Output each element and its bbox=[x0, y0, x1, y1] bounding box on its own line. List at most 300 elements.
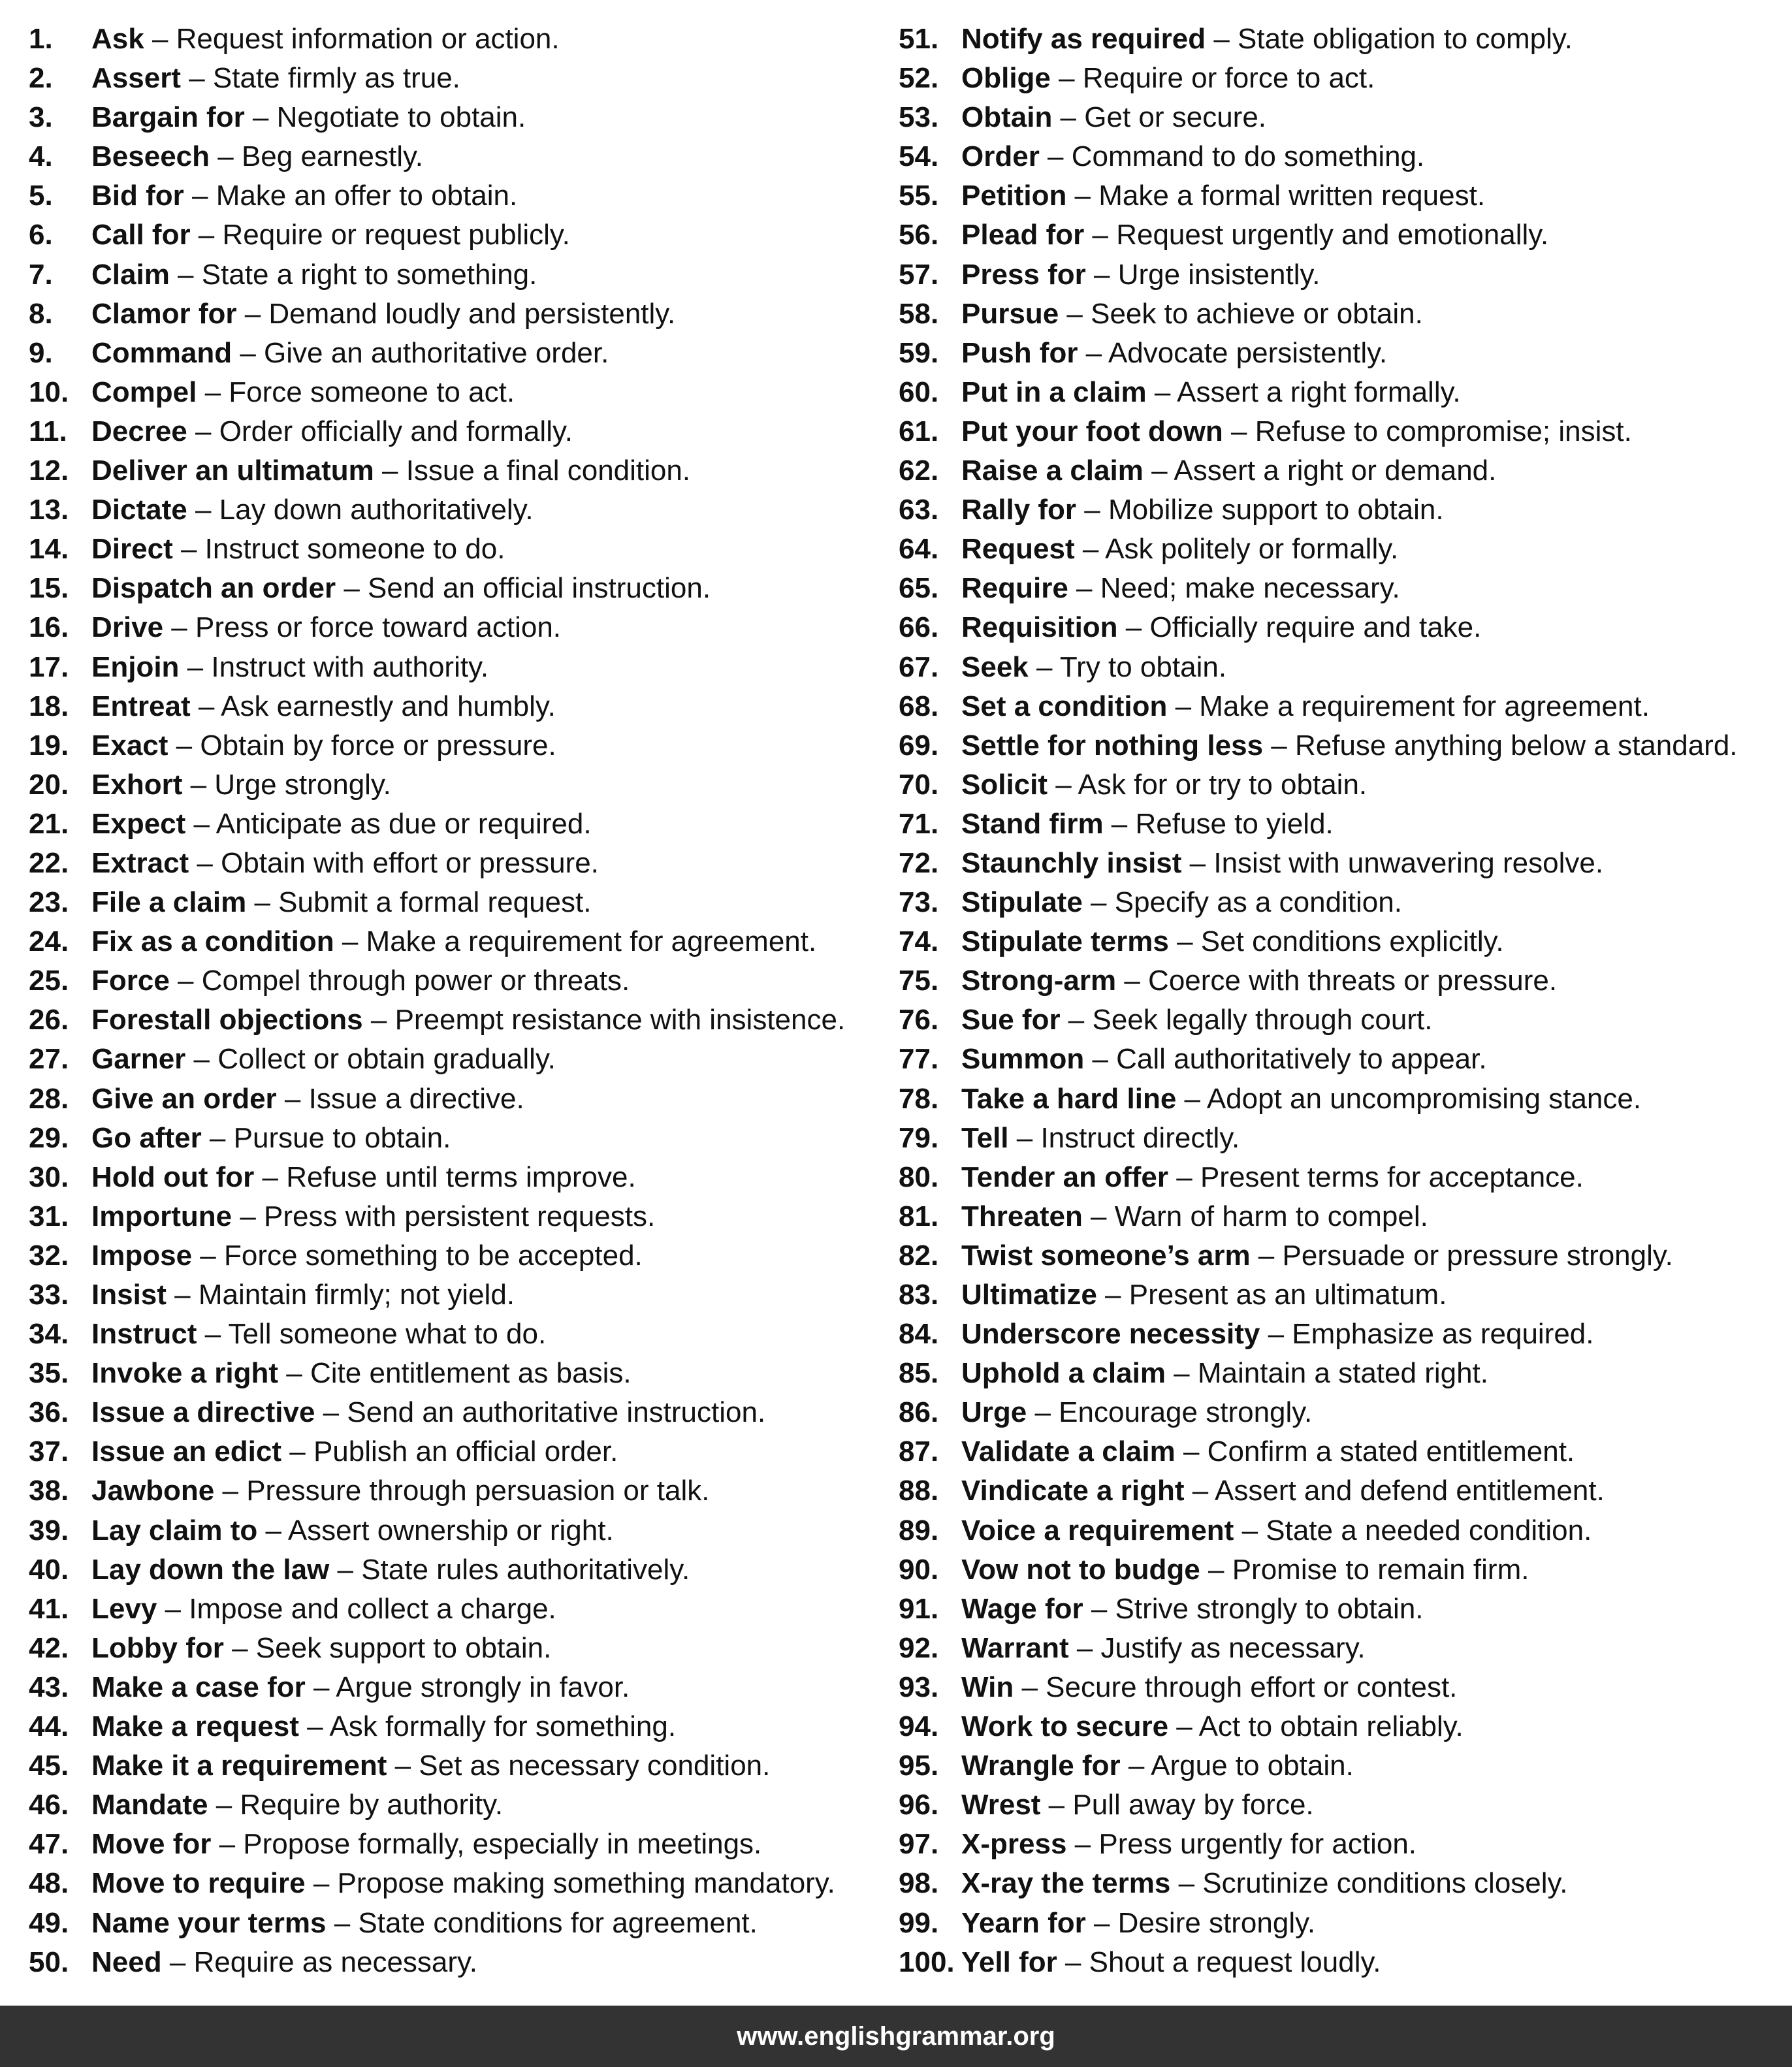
item-number: 43. bbox=[29, 1671, 69, 1703]
item-term: Call for bbox=[91, 219, 191, 251]
item-number: 39. bbox=[29, 1514, 69, 1546]
item-definition: Advocate persistently. bbox=[1108, 336, 1388, 369]
item-number: 67. bbox=[899, 650, 939, 683]
item-definition: Cite entitlement as basis. bbox=[310, 1357, 632, 1390]
item-definition: Call authoritatively to appear. bbox=[1116, 1043, 1487, 1076]
item-term: Wage for bbox=[961, 1592, 1083, 1625]
item-definition: Strive strongly to obtain. bbox=[1115, 1592, 1424, 1625]
item-definition: Assert and defend entitlement. bbox=[1215, 1475, 1605, 1507]
item-term: Garner bbox=[91, 1043, 186, 1076]
list-item bbox=[29, 1236, 845, 1275]
list-item bbox=[29, 451, 845, 490]
item-number: 17. bbox=[29, 650, 69, 683]
item-definition: Propose formally, especially in meetings. bbox=[243, 1828, 762, 1861]
item-number: 84. bbox=[899, 1318, 939, 1351]
item-separator: – bbox=[190, 219, 223, 251]
item-term: Drive bbox=[91, 611, 164, 644]
list-item bbox=[29, 1668, 845, 1707]
item-term: Put in a claim bbox=[961, 376, 1147, 408]
item-term: Solicit bbox=[961, 768, 1048, 801]
item-number: 38. bbox=[29, 1475, 69, 1507]
item-number: 36. bbox=[29, 1396, 69, 1429]
list-item bbox=[29, 961, 845, 1001]
item-term: Fix as a condition bbox=[91, 925, 334, 958]
item-term: Voice a requirement bbox=[961, 1514, 1234, 1546]
item-number: 18. bbox=[29, 690, 69, 722]
item-number: 41. bbox=[29, 1592, 69, 1625]
list-item bbox=[899, 1197, 1738, 1236]
item-definition: Argue to obtain. bbox=[1151, 1750, 1354, 1782]
item-number: 97. bbox=[899, 1828, 939, 1861]
item-separator: – bbox=[1168, 1161, 1200, 1193]
item-definition: Send an official instruction. bbox=[368, 572, 711, 605]
list-item bbox=[29, 765, 845, 805]
item-separator: – bbox=[166, 1279, 199, 1311]
item-definition: Compel through power or threats. bbox=[201, 965, 630, 997]
item-number: 70. bbox=[899, 768, 939, 801]
item-definition: Coerce with threats or pressure. bbox=[1148, 965, 1558, 997]
item-number: 96. bbox=[899, 1789, 939, 1821]
list-item bbox=[29, 1904, 845, 1943]
list-item bbox=[899, 20, 1738, 59]
item-number: 12. bbox=[29, 455, 69, 487]
item-number: 32. bbox=[29, 1239, 69, 1272]
list-item bbox=[899, 1080, 1738, 1119]
item-separator: – bbox=[1078, 336, 1108, 369]
item-term: Yearn for bbox=[961, 1906, 1086, 1939]
item-number: 47. bbox=[29, 1828, 69, 1861]
item-definition: Instruct directly. bbox=[1040, 1121, 1240, 1154]
item-term: Plead for bbox=[961, 219, 1085, 251]
list-item bbox=[899, 1471, 1738, 1511]
item-term: Clamor for bbox=[91, 297, 237, 330]
item-definition: Refuse to compromise; insist. bbox=[1255, 415, 1632, 447]
list-item bbox=[899, 1275, 1738, 1315]
item-definition: Press urgently for action. bbox=[1098, 1828, 1417, 1861]
item-number: 61. bbox=[899, 415, 939, 447]
item-number: 52. bbox=[899, 62, 939, 95]
item-number: 53. bbox=[899, 101, 939, 134]
item-term: Order bbox=[961, 140, 1040, 173]
item-term: Staunchly insist bbox=[961, 846, 1182, 879]
item-separator: – bbox=[1076, 494, 1108, 526]
list-item bbox=[899, 1943, 1738, 1982]
list-item bbox=[29, 922, 845, 961]
item-definition: Impose and collect a charge. bbox=[189, 1592, 556, 1625]
item-term: Lay claim to bbox=[91, 1514, 258, 1546]
item-term: Command bbox=[91, 336, 232, 369]
item-term: Rally for bbox=[961, 494, 1077, 526]
item-definition: Ask earnestly and humbly. bbox=[221, 690, 556, 722]
item-term: Levy bbox=[91, 1592, 157, 1625]
list-item bbox=[29, 1511, 845, 1550]
item-separator: – bbox=[187, 494, 219, 526]
item-definition: Give an authoritative order. bbox=[264, 336, 609, 369]
item-term: Beseech bbox=[91, 140, 210, 173]
item-term: Obtain bbox=[961, 101, 1053, 134]
item-definition: State obligation to comply. bbox=[1238, 23, 1573, 55]
list-item bbox=[29, 216, 845, 255]
item-number: 62. bbox=[899, 455, 939, 487]
item-separator: – bbox=[246, 886, 279, 919]
list-item bbox=[899, 176, 1738, 216]
list-item bbox=[29, 1471, 845, 1511]
item-number: 55. bbox=[899, 180, 939, 212]
list-item bbox=[899, 648, 1738, 687]
item-separator: – bbox=[210, 140, 242, 173]
item-definition: Refuse until terms improve. bbox=[286, 1161, 636, 1193]
item-separator: – bbox=[1117, 611, 1150, 644]
item-term: Vow not to budge bbox=[961, 1553, 1200, 1586]
item-term: Wrest bbox=[961, 1789, 1041, 1821]
item-definition: Negotiate to obtain. bbox=[276, 101, 526, 134]
list-item bbox=[29, 1432, 845, 1471]
item-definition: Scrutinize conditions closely. bbox=[1202, 1867, 1568, 1900]
item-term: Compel bbox=[91, 376, 197, 408]
list-item bbox=[899, 137, 1738, 176]
item-definition: Submit a formal request. bbox=[278, 886, 592, 919]
item-separator: – bbox=[1176, 1082, 1207, 1115]
item-definition: State rules authoritatively. bbox=[361, 1553, 690, 1586]
item-number: 57. bbox=[899, 258, 939, 291]
item-term: Entreat bbox=[91, 690, 191, 722]
item-term: Lay down the law bbox=[91, 1553, 330, 1586]
item-definition: Issue a final condition. bbox=[406, 455, 691, 487]
item-number: 31. bbox=[29, 1200, 69, 1232]
item-term: Direct bbox=[91, 533, 173, 566]
item-term: Instruct bbox=[91, 1318, 197, 1351]
item-number: 91. bbox=[899, 1592, 939, 1625]
item-definition: Obtain with effort or pressure. bbox=[221, 846, 599, 879]
item-definition: Demand loudly and persistently. bbox=[268, 297, 676, 330]
item-number: 54. bbox=[899, 140, 939, 173]
list-item bbox=[899, 687, 1738, 726]
item-definition: Request information or action. bbox=[176, 23, 560, 55]
list-item bbox=[899, 569, 1738, 608]
item-definition: Force someone to act. bbox=[229, 376, 515, 408]
item-definition: Preempt resistance with insistence. bbox=[394, 1004, 846, 1036]
list-item bbox=[29, 1315, 845, 1354]
item-separator: – bbox=[1206, 23, 1238, 55]
item-number: 15. bbox=[29, 572, 69, 605]
item-definition: Emphasize as required. bbox=[1292, 1318, 1594, 1351]
item-number: 60. bbox=[899, 376, 939, 408]
item-term: Urge bbox=[961, 1396, 1027, 1429]
item-term: Summon bbox=[961, 1043, 1085, 1076]
item-separator: – bbox=[1082, 1200, 1115, 1232]
item-separator: – bbox=[257, 1514, 288, 1546]
item-definition: Need; make necessary. bbox=[1100, 572, 1400, 605]
item-definition: Get or secure. bbox=[1084, 101, 1267, 134]
item-number: 25. bbox=[29, 965, 69, 997]
item-number: 50. bbox=[29, 1946, 69, 1978]
item-definition: Assert a right formally. bbox=[1177, 376, 1461, 408]
item-number: 20. bbox=[29, 768, 69, 801]
item-definition: Require or force to act. bbox=[1082, 62, 1375, 95]
item-definition: Specify as a condition. bbox=[1114, 886, 1402, 919]
item-number: 42. bbox=[29, 1631, 69, 1664]
item-separator: – bbox=[214, 1475, 247, 1507]
item-separator: – bbox=[1170, 1867, 1203, 1900]
item-term: Move for bbox=[91, 1828, 212, 1861]
list-item bbox=[899, 1904, 1738, 1943]
item-separator: – bbox=[185, 1043, 218, 1076]
item-term: Extract bbox=[91, 846, 189, 879]
item-separator: – bbox=[254, 1161, 287, 1193]
item-term: Invoke a right bbox=[91, 1357, 279, 1390]
item-separator: – bbox=[1181, 846, 1214, 879]
item-separator: – bbox=[169, 965, 202, 997]
item-term: Name your terms bbox=[91, 1906, 327, 1939]
item-definition: Anticipate as due or required. bbox=[216, 807, 592, 840]
item-number: 49. bbox=[29, 1906, 69, 1939]
item-number: 85. bbox=[899, 1357, 939, 1390]
item-separator: – bbox=[184, 180, 216, 212]
item-separator: – bbox=[1200, 1553, 1232, 1586]
item-definition: Pressure through persuasion or talk. bbox=[246, 1475, 710, 1507]
item-definition: Send an authoritative instruction. bbox=[347, 1396, 766, 1429]
item-term: Yell for bbox=[961, 1946, 1057, 1978]
item-number: 98. bbox=[899, 1867, 939, 1900]
item-number: 4. bbox=[29, 140, 53, 173]
item-number: 35. bbox=[29, 1357, 69, 1390]
item-definition: Force something to be accepted. bbox=[223, 1239, 643, 1272]
list-item bbox=[29, 20, 845, 59]
item-definition: Seek support to obtain. bbox=[255, 1631, 552, 1664]
list-item bbox=[899, 608, 1738, 647]
item-number: 73. bbox=[899, 886, 939, 919]
item-separator: – bbox=[305, 1671, 336, 1703]
item-definition: Make a requirement for agreement. bbox=[366, 925, 817, 958]
item-number: 86. bbox=[899, 1396, 939, 1429]
item-definition: Argue strongly in favor. bbox=[336, 1671, 630, 1703]
item-term: Force bbox=[91, 965, 170, 997]
list-item bbox=[29, 1629, 845, 1668]
item-separator: – bbox=[305, 1867, 338, 1900]
item-term: Tell bbox=[961, 1121, 1009, 1154]
item-number: 21. bbox=[29, 807, 69, 840]
list-item bbox=[29, 1040, 845, 1079]
item-separator: – bbox=[1143, 455, 1174, 487]
list-item bbox=[29, 805, 845, 844]
list-item bbox=[29, 373, 845, 412]
item-separator: – bbox=[1223, 415, 1255, 447]
item-term: Underscore necessity bbox=[961, 1318, 1260, 1351]
item-number: 24. bbox=[29, 925, 69, 958]
word-list-column-left bbox=[29, 20, 845, 1982]
item-separator: – bbox=[1085, 1906, 1118, 1939]
item-definition: Tell someone what to do. bbox=[228, 1318, 547, 1351]
item-separator: – bbox=[197, 1318, 229, 1351]
list-item bbox=[29, 176, 845, 216]
item-separator: – bbox=[223, 1631, 256, 1664]
item-definition: Ask for or try to obtain. bbox=[1078, 768, 1368, 801]
item-term: Jawbone bbox=[91, 1475, 215, 1507]
item-definition: Urge strongly. bbox=[214, 768, 391, 801]
list-item bbox=[29, 1275, 845, 1315]
list-item bbox=[899, 1236, 1738, 1275]
item-separator: – bbox=[1168, 925, 1201, 958]
item-number: 69. bbox=[899, 729, 939, 761]
list-item bbox=[29, 137, 845, 176]
item-term: Enjoin bbox=[91, 650, 180, 683]
list-item bbox=[29, 1197, 845, 1236]
item-number: 46. bbox=[29, 1789, 69, 1821]
item-separator: – bbox=[1068, 1631, 1101, 1664]
item-definition: Set conditions explicitly. bbox=[1200, 925, 1504, 958]
item-separator: – bbox=[236, 297, 269, 330]
item-number: 94. bbox=[899, 1710, 939, 1743]
item-term: X-press bbox=[961, 1828, 1067, 1861]
item-separator: – bbox=[374, 455, 406, 487]
item-term: Dispatch an order bbox=[91, 572, 336, 605]
list-item bbox=[29, 255, 845, 295]
item-number: 16. bbox=[29, 611, 69, 644]
item-definition: Urge insistently. bbox=[1117, 258, 1320, 291]
list-item bbox=[29, 1158, 845, 1197]
item-number: 19. bbox=[29, 729, 69, 761]
item-separator: – bbox=[180, 62, 213, 95]
item-term: X-ray the terms bbox=[961, 1867, 1171, 1900]
item-number: 22. bbox=[29, 846, 69, 879]
item-separator: – bbox=[1120, 1750, 1151, 1782]
list-item bbox=[899, 216, 1738, 255]
list-item bbox=[899, 1040, 1738, 1079]
item-definition: Ask formally for something. bbox=[329, 1710, 677, 1743]
item-number: 79. bbox=[899, 1121, 939, 1154]
item-number: 9. bbox=[29, 336, 53, 369]
item-term: Stand firm bbox=[961, 807, 1104, 840]
item-separator: – bbox=[1068, 572, 1100, 605]
item-separator: – bbox=[1250, 1239, 1283, 1272]
list-item bbox=[899, 59, 1738, 98]
item-number: 81. bbox=[899, 1200, 939, 1232]
item-term: Insist bbox=[91, 1279, 167, 1311]
item-term: Raise a claim bbox=[961, 455, 1144, 487]
item-definition: State conditions for agreement. bbox=[358, 1906, 758, 1939]
item-number: 80. bbox=[899, 1161, 939, 1193]
list-item bbox=[899, 1315, 1738, 1354]
item-term: File a claim bbox=[91, 886, 247, 919]
item-separator: – bbox=[334, 925, 366, 958]
item-separator: – bbox=[1084, 1043, 1117, 1076]
item-definition: Confirm a stated entitlement. bbox=[1207, 1435, 1575, 1468]
item-term: Decree bbox=[91, 415, 187, 447]
list-item bbox=[29, 608, 845, 647]
list-item bbox=[29, 295, 845, 334]
item-term: Bid for bbox=[91, 180, 184, 212]
item-separator: – bbox=[172, 533, 205, 566]
item-number: 13. bbox=[29, 494, 69, 526]
item-number: 71. bbox=[899, 807, 939, 840]
list-item bbox=[899, 1001, 1738, 1040]
item-separator: – bbox=[1103, 807, 1136, 840]
item-number: 23. bbox=[29, 886, 69, 919]
item-separator: – bbox=[168, 729, 200, 761]
list-item bbox=[899, 451, 1738, 490]
item-term: Set a condition bbox=[961, 690, 1168, 722]
word-list-column-right bbox=[899, 20, 1738, 1982]
item-separator: – bbox=[1085, 258, 1118, 291]
item-separator: – bbox=[232, 1200, 264, 1232]
item-definition: Promise to remain firm. bbox=[1232, 1553, 1529, 1586]
item-number: 65. bbox=[899, 572, 939, 605]
item-definition: Require or request publicly. bbox=[222, 219, 570, 251]
item-separator: – bbox=[1027, 1396, 1059, 1429]
item-separator: – bbox=[179, 650, 212, 683]
item-separator: – bbox=[163, 611, 195, 644]
item-term: Assert bbox=[91, 62, 181, 95]
item-separator: – bbox=[1082, 886, 1115, 919]
item-definition: Justify as necessary. bbox=[1100, 1631, 1366, 1664]
item-definition: Mobilize support to obtain. bbox=[1108, 494, 1444, 526]
item-separator: – bbox=[1008, 1121, 1041, 1154]
item-definition: Publish an official order. bbox=[313, 1435, 618, 1468]
item-definition: Adopt an uncompromising stance. bbox=[1206, 1082, 1642, 1115]
item-term: Validate a claim bbox=[961, 1435, 1176, 1468]
list-item bbox=[899, 1354, 1738, 1393]
list-item bbox=[29, 1786, 845, 1825]
item-number: 90. bbox=[899, 1553, 939, 1586]
item-separator: – bbox=[298, 1710, 330, 1743]
footer-website-url[interactable]: www.englishgrammar.org bbox=[737, 2021, 1055, 2051]
item-term: Tender an offer bbox=[961, 1161, 1169, 1193]
item-definition: Request urgently and emotionally. bbox=[1116, 219, 1549, 251]
item-separator: – bbox=[278, 1357, 310, 1390]
item-separator: – bbox=[329, 1553, 362, 1586]
item-separator: – bbox=[1028, 650, 1060, 683]
item-number: 100. bbox=[899, 1946, 955, 1978]
item-number: 76. bbox=[899, 1004, 939, 1036]
item-term: Need bbox=[91, 1946, 162, 1978]
item-number: 28. bbox=[29, 1082, 69, 1115]
item-term: Petition bbox=[961, 180, 1067, 212]
item-definition: Obtain by force or pressure. bbox=[200, 729, 556, 761]
item-term: Importune bbox=[91, 1200, 232, 1232]
item-term: Strong-arm bbox=[961, 965, 1117, 997]
item-term: Stipulate bbox=[961, 886, 1083, 919]
item-term: Move to require bbox=[91, 1867, 306, 1900]
item-separator: – bbox=[211, 1828, 244, 1861]
item-term: Request bbox=[961, 533, 1075, 566]
list-item bbox=[899, 1864, 1738, 1903]
list-item bbox=[899, 765, 1738, 805]
list-item bbox=[899, 530, 1738, 569]
list-item bbox=[899, 1590, 1738, 1629]
item-number: 29. bbox=[29, 1121, 69, 1154]
list-item bbox=[899, 255, 1738, 295]
item-term: Ultimatize bbox=[961, 1279, 1097, 1311]
item-definition: State a needed condition. bbox=[1266, 1514, 1592, 1546]
item-definition: Assert a right or demand. bbox=[1174, 455, 1497, 487]
item-definition: Refuse anything below a standard. bbox=[1294, 729, 1738, 761]
list-item bbox=[29, 412, 845, 451]
item-term: Win bbox=[961, 1671, 1014, 1703]
item-separator: – bbox=[1260, 1318, 1292, 1351]
item-number: 14. bbox=[29, 533, 69, 566]
item-number: 59. bbox=[899, 336, 939, 369]
item-number: 83. bbox=[899, 1279, 939, 1311]
item-number: 66. bbox=[899, 611, 939, 644]
item-term: Make a request bbox=[91, 1710, 299, 1743]
item-definition: Instruct with authority. bbox=[211, 650, 489, 683]
item-term: Issue an edict bbox=[91, 1435, 282, 1468]
footer-bar bbox=[0, 2006, 1792, 2067]
item-number: 87. bbox=[899, 1435, 939, 1468]
item-number: 99. bbox=[899, 1906, 939, 1939]
item-separator: – bbox=[336, 572, 368, 605]
list-item bbox=[899, 1629, 1738, 1668]
